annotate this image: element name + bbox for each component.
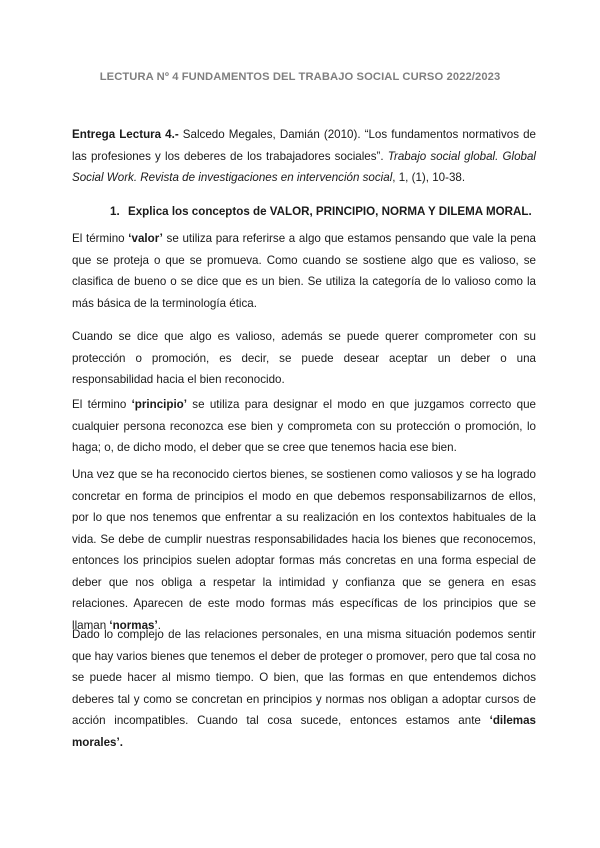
paragraph-principio [72,394,536,459]
question-text: Explica los conceptos de VALOR, PRINCIPIO, NORMA Y DILEMA MORAL. [128,205,532,218]
term-dilemas-morales: ‘dilemas morales’. [72,714,536,749]
paragraph-text: Una vez que se ha reconocido ciertos bienes, se sostienen como valiosos y se ha logrado concretar en forma de principios el modo en que debemos responsabilizarnos de ellos, por lo que nos tenemos que enfrentar a su realización en los contextos habituales de la vida. Se debe de cumplir nuestras responsabilidades hacia los bienes que reconocemos, entonces los principios suelen adoptar formas más concretas en una forma especial de deber que nos obliga a respetar la intimidad y confianza que se genera en esas relaciones. Aparecen de este modo formas más específicas de los principios que se llaman [72,468,536,632]
reference-citation: Salcedo Megales, Damián (2010). “Los fundamentos normativos de las profesiones y los deberes de los trabajadores sociales”. [72,128,536,163]
paragraph-text: Dado lo complejo de las relaciones personales, en una misma situación podemos sentir que hay varios bienes que tenemos el deber de proteger o promover, pero que tal cosa no se puede hacer al mismo tiempo. O bien, que las formas en que entendemos dichos deberes tal y como se concretan en principios y normas nos obligan a adoptar cursos de acción incompatibles. Cuando tal cosa sucede, entonces estamos ante [72,628,536,727]
document-header: LECTURA Nº 4 FUNDAMENTOS DEL TRABAJO SOCIAL CURSO 2022/2023 [99,71,501,83]
paragraph-text: El término [72,232,129,245]
term-valor: ‘valor’ [128,232,163,245]
paragraph-dilemas [72,624,536,753]
term-principio: ‘principio’ [131,398,187,411]
paragraph-valioso: Cuando se dice que algo es valioso, además se puede querer comprometer con su protección o promoción, es decir, se puede desear aceptar un deber o una responsabilidad hacia el bien reconocido. [72,330,536,386]
reference-journal: Trabajo social global. Global Social Work. Revista de investigaciones en intervención social [72,149,537,184]
reference-volume: , 1, (1), 10-38. [392,171,466,184]
paragraph-valor [72,228,536,314]
paragraph-text: . [157,618,161,632]
paragraph-normas [72,464,536,636]
question-number: 1. [110,205,120,218]
reference-label: Entrega Lectura 4.- [72,128,179,141]
reading-reference [72,124,536,189]
paragraph-text: El término [72,398,132,411]
question-heading [110,205,540,218]
term-normas: ‘normas’ [109,618,158,632]
paragraph-text: se utiliza para referirse a algo que estamos pensando que vale la pena que se proteja o que se promueva. Como cuando se sostiene algo que es valioso, se clasifica de bueno o se dice que es un bien. Se utiliza la categoría de lo valioso como la más básica de la terminología ética. [72,232,536,310]
paragraph-text: se utiliza para designar el modo en que juzgamos correcto que cualquier persona reconozca ese bien y comprometa con su protección o promoción, lo haga; o, de dicho modo, el deber que se cree que tenemos hacia ese bien. [72,398,536,454]
